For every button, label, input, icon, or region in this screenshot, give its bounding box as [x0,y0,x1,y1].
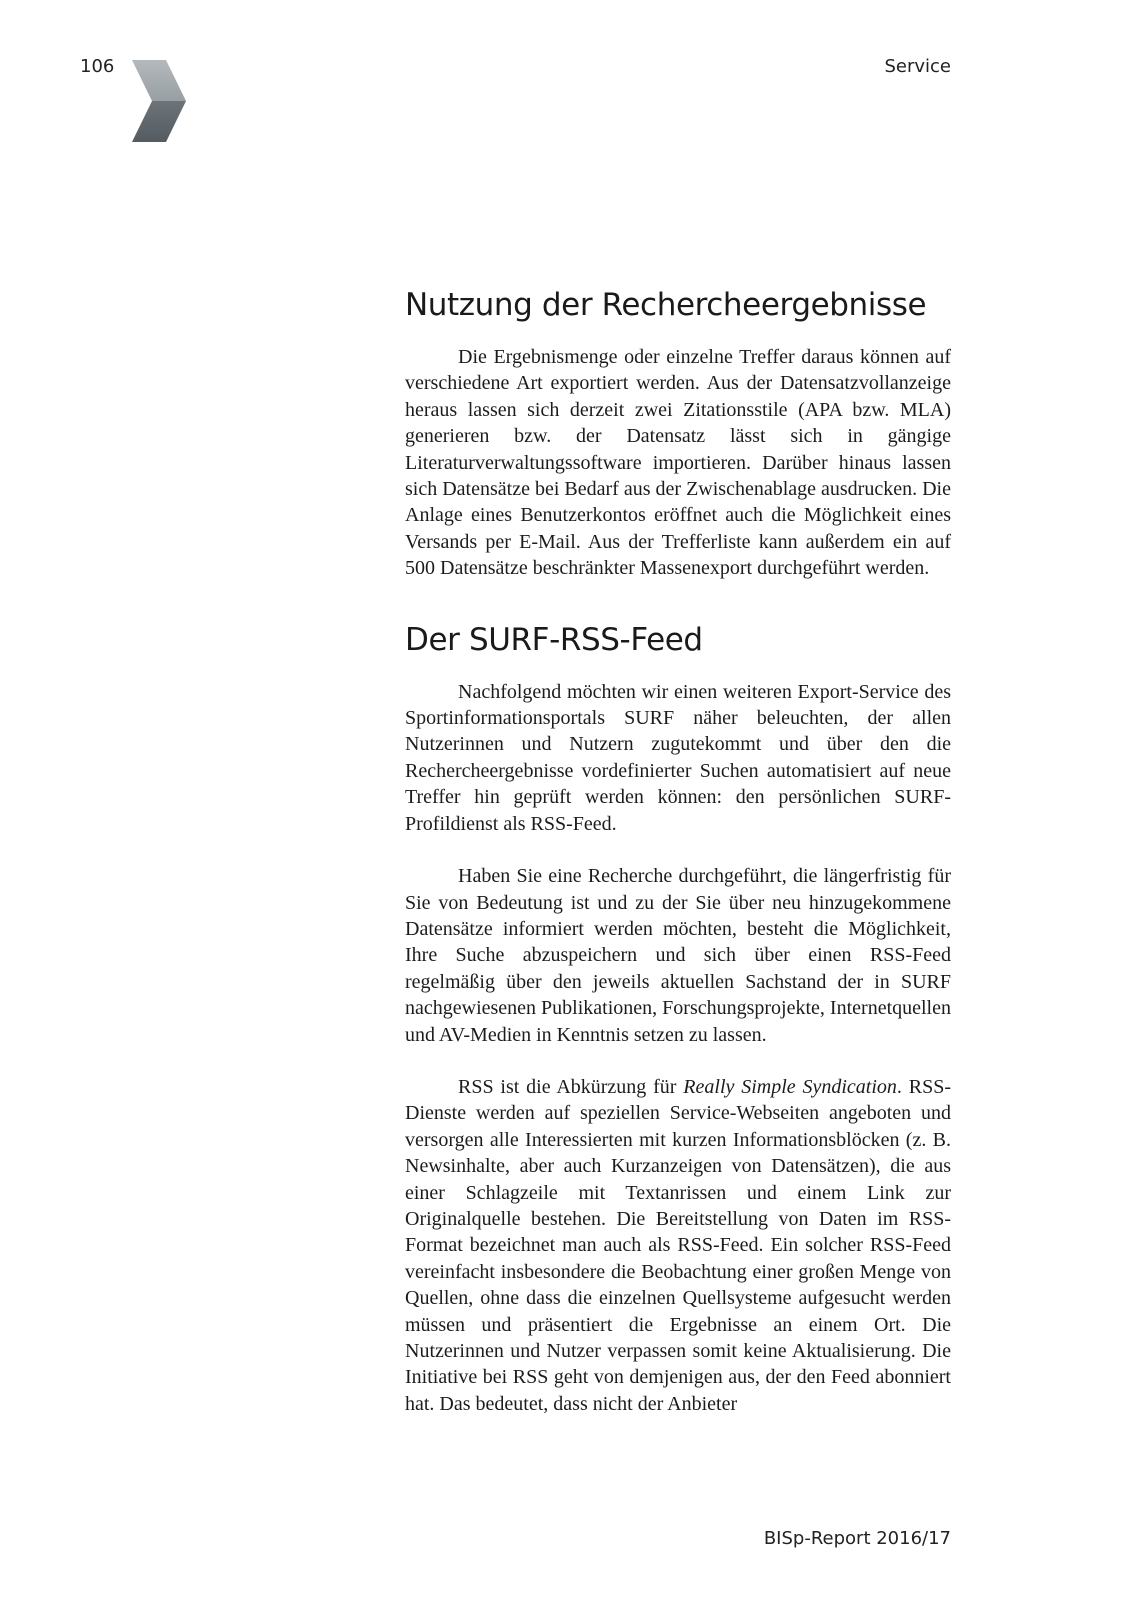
page-number: 106 [80,56,115,77]
section-heading-rss-feed: Der SURF-RSS-Feed [405,621,703,658]
section-label: Service [884,56,951,77]
article-body [405,285,951,1417]
footer-report-title: BISp-Report 2016/17 [763,1528,951,1549]
paragraph-rss-1: Nachfolgend möchten wir einen weiteren Export-Service des Sportinformationsportals SURF näher beleuchten, der allen Nutzerinnen und Nutzern zugutekommt und über den die Rechercheergebnisse vordefinierter Suchen automatisiert auf neue Treffer hin geprüft werden können: den persönlichen SURF-Profildienst als RSS-Feed. [405,680,951,835]
paragraph-rss-3 [405,1074,951,1417]
paragraph-nutzung-1: Die Ergebnismenge oder einzelne Treffer daraus können auf verschiedene Art exportiert werden. Aus der Datensatzvollanzeige heraus lassen sich derzeit zwei Zitationsstile (APA bzw. MLA) generieren bzw. der Datensatz lässt sich in gängige Literaturverwaltungssoftware importieren. Darüber hinaus lassen sich Datensätze bei Bedarf aus der Zwischenablage ausdrucken. Die Anlage eines Benutzerkontos eröffnet auch die Möglichkeit eines Versands per E-Mail. Aus der Trefferliste kann außerdem ein auf 500 Datensätze beschränkter Massenexport durchgeführt werden. [405,346,951,580]
rss-text-start: RSS ist die Abkürzung für [458,1075,684,1098]
rss-text-end: . RSS-Dienste werden auf speziellen Service-Webseiten angeboten und versorgen alle Interessierten mit kurzen Informationsblöcken (z. B. Newsinhalte, aber auch Kurzanzeigen von Datensätzen), die aus einer Schlagzeile mit Textanrissen und einem Link zur Originalquelle bestehen. Die Bereitstellung von Daten im RSS-Format bezeichnet man auch als RSS-Feed. Ein solcher RSS-Feed vereinfacht insbesondere die Beobachtung einer großen Menge von Quellen, ohne dass die einzelnen Quellsysteme aufgesucht werden müssen und präsentiert die Ergebnisse an einem Ort. Die Nutzerinnen und Nutzer verpassen somit keine Aktualisierung. Die Initiative bei RSS geht von demjenigen aus, der den Feed abonniert hat. Das bedeutet, dass nicht der Anbieter [405,1075,951,1415]
chevron-arrow-icon [132,60,188,142]
section-heading-nutzung: Nutzung der Rechercheergebnisse [405,287,927,323]
rss-term-emphasis: Really Simple Syndication [683,1075,897,1098]
paragraph-rss-2: Haben Sie eine Recherche durchgeführt, die längerfristig für Sie von Bedeutung ist und zu der Sie über neu hinzugekommene Datensätze informiert werden möchten, besteht die Möglichkeit, Ihre Suche abzuspeichern und sich über einen RSS-Feed regelmäßig über den jeweils aktuellen Sachstand der in SURF nachgewiesenen Publikationen, Forschungsprojekte, Internetquellen und AV-Medien in Kenntnis setzen zu lassen. [405,865,951,1046]
